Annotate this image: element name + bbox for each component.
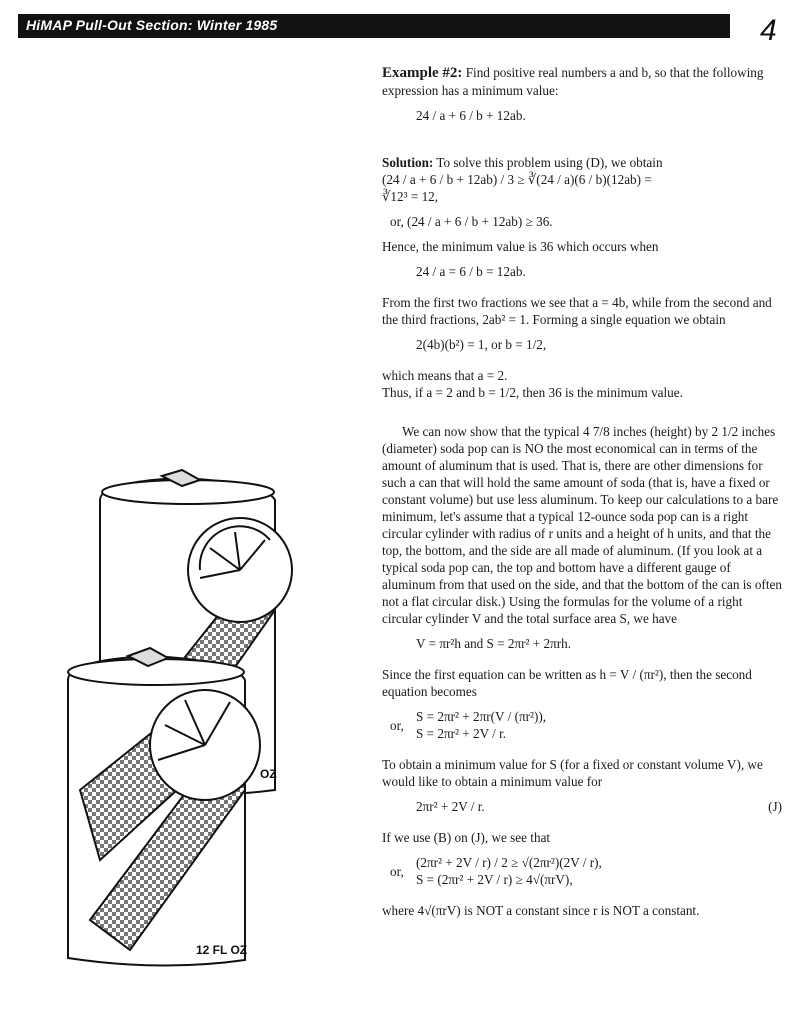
target-expression-row [382,798,782,815]
b-equation-2: S = (2πr² + 2V / r) ≥ 4√(πrV), [416,872,573,887]
formulas-equation: V = πr²h and S = 2πr² + 2πrh. [416,636,572,651]
back-can-label: OZ [260,767,277,781]
example-prompt: Find positive real numbers a and b, so that the following expression has a minimum value: [382,65,764,98]
soda-cans-illustration [60,460,300,980]
front-can-label: 12 FL OZ [196,943,248,957]
thus-text: Thus, if a = 2 and b = 1/2, then 36 is the minimum value. [382,385,683,400]
solution-label: Solution: [382,155,434,170]
solution-line3: ∛12³ = 12, [382,189,439,204]
target-expression: 2πr² + 2V / r. [416,799,485,814]
from-text: From the first two fractions we see that a = 4b, while from the second and the third fractions, 2ab² = 1. Forming a single equation we obtain [382,295,772,327]
header-bar [18,14,730,38]
page-number: 4 [760,14,777,47]
soda-paragraph: We can now show that the typical 4 7/8 inches (height) by 2 1/2 inches (diameter) soda pop can is NO the most economical can in terms of the amount of aluminum that is used. That is, there are other dimensions for such a can that will hold the same amount of soda (that is, have a fixed or constant volume) but use less aluminum. To keep our calculations to a bare minimum, let's assume that a typical 12-ounce soda pop can is a right circular cylinder with radius of r units and a height of h units, and that the top, the bottom, and the side are all made of aluminum. (If you look at a typical soda pop can, the top and bottom have a different gauge of aluminum from that used on the side, and that the bottom of the can is often not a flat circular disk.) Using the formulas for the volume of a right circular cylinder V and the total surface area S, we have [382,424,782,626]
equal-equation: 24 / a = 6 / b = 12ab. [416,264,526,279]
text-column [382,64,782,919]
b-equation-1: (2πr² + 2V / r) / 2 ≥ √(2πr²)(2V / r), [416,855,602,870]
where-suffix: is NOT a constant since r is NOT a constant. [464,903,700,918]
which-means-text: which means that a = 2. [382,368,508,383]
s-equations [382,708,782,742]
or-label: or, [390,717,404,733]
hence-text: Hence, the minimum value is 36 which occurs when [382,239,659,254]
s-equation-1: S = 2πr² + 2πr(V / (πr²)), [416,709,547,724]
single-equation: 2(4b)(b²) = 1, or b = 1/2, [416,337,547,352]
solution-intro [382,154,782,171]
example-label: Example #2: [382,65,463,81]
section-title: HiMAP Pull-Out Section: Winter 1985 [26,17,278,33]
b-equations [382,854,782,888]
use-b-text: If we use (B) on (J), we see that [382,830,551,845]
where-prefix: where 4 [382,903,425,918]
example-paragraph [382,64,782,99]
where-text [382,902,782,919]
solution-line4: or, (24 / a + 6 / b + 12ab) ≥ 36. [390,214,553,229]
or-label-2: or, [390,863,404,879]
example-expression: 24 / a + 6 / b + 12ab. [416,108,526,123]
where-radical: √(πrV) [424,903,461,918]
since-text: Since the first equation can be written as h = V / (πr²), then the second equation becomes [382,667,752,699]
solution-line2: (24 / a + 6 / b + 12ab) / 3 ≥ ∛(24 / a)(6 / b)(12ab) = [382,172,652,187]
equation-tag: (J) [768,799,782,814]
obtain-text: To obtain a minimum value for S (for a fixed or constant volume V), we would like to obtain a minimum value for [382,757,763,789]
s-equation-2: S = 2πr² + 2V / r. [416,726,507,741]
front-can [68,648,260,966]
solution-line1: To solve this problem using (D), we obtain [436,155,663,170]
